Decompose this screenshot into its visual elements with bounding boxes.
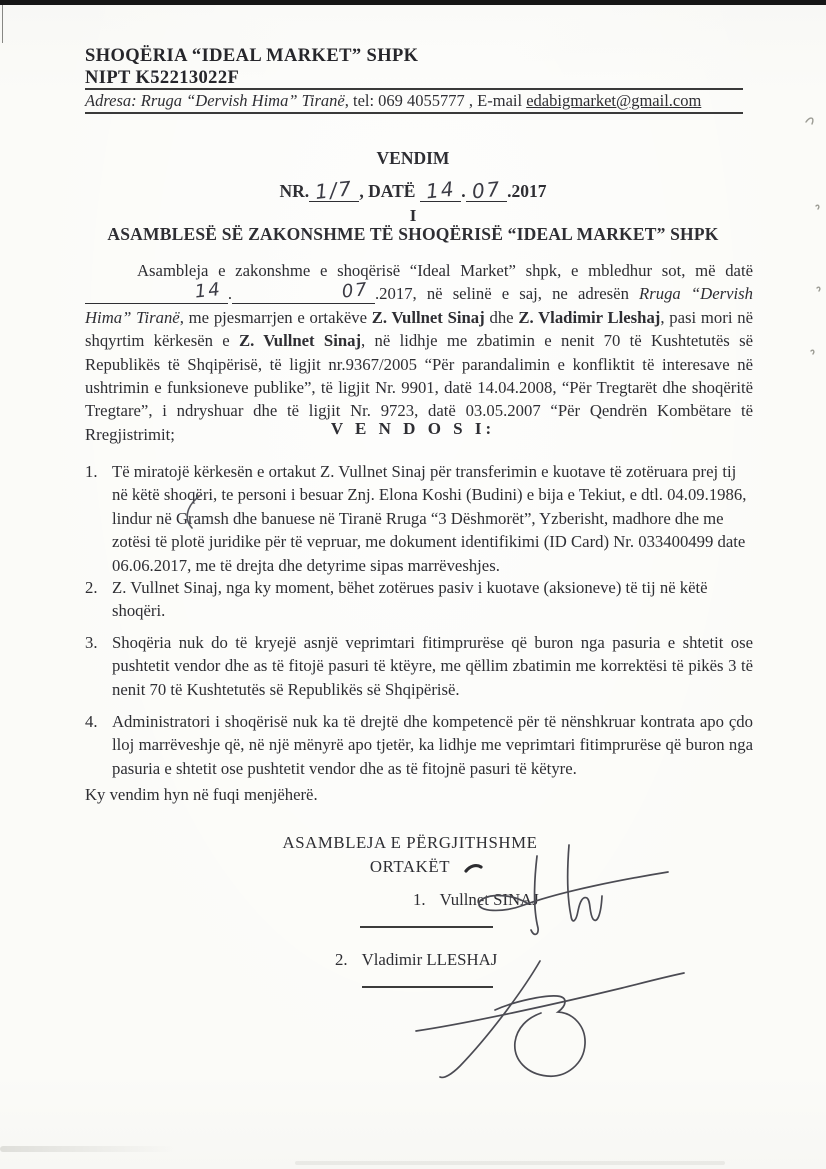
signature-line-2 bbox=[362, 986, 493, 988]
decision-item-1 bbox=[85, 460, 753, 577]
email-text: edabigmarket@gmail.com bbox=[526, 91, 702, 110]
date-year: .2017 bbox=[507, 181, 547, 201]
nr-label: NR. bbox=[279, 181, 310, 201]
scan-speck bbox=[806, 118, 813, 124]
signatory-name: Vullnet SINAJ bbox=[439, 890, 539, 909]
date-label: , DATË bbox=[359, 181, 416, 201]
letterhead-divider-lower bbox=[85, 112, 743, 114]
contact-text: , tel: 069 4055777 , E-mail bbox=[344, 91, 527, 110]
partner-name-bold-2: Z. Vladimir Lleshaj bbox=[518, 307, 661, 327]
signatory-row-1 bbox=[413, 890, 539, 910]
item-number: 3. bbox=[85, 633, 98, 652]
signatory-row-2 bbox=[335, 950, 497, 970]
intro-month-blank bbox=[232, 279, 375, 304]
partner-name-bold-1: Z. Vullnet Sinaj bbox=[371, 307, 485, 327]
scan-artifact-top-bar bbox=[0, 0, 826, 5]
intro-text-5: , pasi mori në shqyrtim kërkesën e bbox=[85, 307, 753, 351]
signature-vladimir-lleshaj bbox=[416, 961, 684, 1077]
address-text: Adresa: Rruga “Dervish Hima” Tiranë bbox=[85, 91, 345, 110]
handwritten-intro-month: 07 bbox=[340, 279, 370, 304]
intro-text-1: Asambleja e zakonshme e shoqërisë “Ideal Market” shpk, e mbledhur sot, më datë bbox=[137, 261, 753, 280]
intro-text-6: , në lidhje me zbatimin e nenit 70 të Kushtetutës së Republikës të Shqipërisë, të ligjit nr.9367/2005 “Për parandalimin e konfliktit të interesave në ushtrimin e funksioneve publike”, të ligjit Nr. 9901, datë 14.04.2008, “Për Tregtarët dhe shoqëritë Tregtare”, i ndryshuar dhe të ligjit Nr. 9723, datë 03.05.2007 “Për Qendrën Kombëtare të Rregjistrimit; bbox=[85, 331, 754, 444]
item-number: 1. bbox=[85, 462, 98, 481]
item-number: 4. bbox=[85, 712, 98, 731]
signature-stroke bbox=[440, 961, 540, 1077]
decision-item-2 bbox=[85, 576, 753, 623]
handwritten-intro-day: 14 bbox=[193, 279, 223, 304]
item-text: Të miratojë kërkesën e ortakut Z. Vullnet Sinaj për transferimin e kuotave të zotëruara prej tij në këtë shoqëri, te personi i besuar Znj. Elona Koshi (Budini) e bija e Tekiut, e dtl. 04.09.1986, lindur në Gramsh dhe banuese në Tiranë Rruga “3 Dëshmorët”, Yzberisht, madhore dhe me zotësi të plotë juridike për të vepruar, me dokument identifikimi (ID Card) Nr. 033400499 date 06.06.2017, me të drejta dhe detyrime sipas marrëveshjes. bbox=[112, 462, 747, 575]
signature-stroke bbox=[495, 996, 585, 1076]
handwritten-date-day: 14 bbox=[424, 176, 457, 204]
item-text: Shoqëria nuk do të kryejë asnjë veprimtari fitimprurëse që buron nga pasuria e shtetit ose pushtetit vendor dhe as të fitojë pasuri të ktëyre, me qëllim zbatimin me korrektësi të pikës 3 të nenit 70 të Kushtetutës së Republikës së Shqipërisë. bbox=[112, 633, 753, 699]
scan-speck bbox=[811, 350, 814, 354]
number-date-line bbox=[0, 176, 826, 204]
signoff-assembly-line: ASAMBLEJA E PËRGJITHSHME bbox=[282, 833, 538, 852]
date-day-blank bbox=[420, 176, 461, 204]
letterhead-divider-upper bbox=[85, 88, 743, 90]
partner-name-bold-3: Z. Vullnet Sinaj bbox=[238, 331, 362, 351]
address-line bbox=[85, 91, 701, 111]
intro-text-2: .2017, në selinë e saj, ne adresën bbox=[374, 284, 640, 304]
date-month-blank bbox=[466, 176, 507, 204]
roman-numeral-i: I bbox=[409, 206, 417, 225]
company-nipt: NIPT K52213022F bbox=[85, 68, 240, 88]
scan-artifact-bottom-streak-center bbox=[295, 1161, 725, 1165]
item-text: Z. Vullnet Sinaj, nga ky moment, bëhet zotërues pasiv i kuotave (aksioneve) të tij në këtë shoqëri. bbox=[112, 578, 708, 621]
decision-item-3 bbox=[85, 631, 753, 701]
decision-heading: V E N D O S I: bbox=[330, 419, 496, 438]
signatory-number: 2. bbox=[335, 950, 348, 969]
closing-statement: Ky vendim hyn në fuqi menjëherë. bbox=[85, 785, 318, 804]
signature-line-1 bbox=[360, 926, 493, 928]
handwritten-date-month: 07 bbox=[470, 176, 503, 204]
intro-address-italic: Rruga “Dervish Hima” Tiranë bbox=[85, 284, 753, 327]
decision-item-4 bbox=[85, 710, 753, 780]
signature-stroke bbox=[416, 973, 684, 1031]
date-separator: . bbox=[461, 181, 466, 201]
intro-text-3: , me pjesmarrjen e ortakëve bbox=[179, 307, 372, 327]
item-text: Administratori i shoqërisë nuk ka të drejtë dhe kompetencë për të nënshkruar kontrata apo çdo lloj marrëveshje që, në një mënyrë apo tjetër, ka lidhje me veprimtari fitimprurëse që buron nga pasuria e shtetit ose pushtetit vendor dhe as të fitojnë pasuri të këtyre. bbox=[112, 712, 753, 778]
intro-day-blank bbox=[85, 279, 228, 304]
handwritten-decision-number: 1/7 bbox=[314, 176, 355, 204]
document-title: VENDIM bbox=[376, 148, 450, 168]
assembly-title: ASAMBLESË SË ZAKONSHME TË SHOQËRISË “IDEAL MARKET” SHPK bbox=[107, 224, 719, 244]
company-name: SHOQËRIA “IDEAL MARKET” SHPK bbox=[85, 46, 419, 66]
intro-dot: . bbox=[227, 284, 233, 304]
scan-artifact-bottom-streak-left bbox=[0, 1146, 175, 1152]
item-number: 2. bbox=[85, 578, 98, 597]
nr-blank bbox=[309, 176, 359, 204]
signatory-name: Vladimir LLESHAJ bbox=[361, 950, 498, 969]
scan-artifact-left-edge bbox=[2, 5, 3, 43]
signatory-number: 1. bbox=[413, 890, 426, 909]
signoff-partners-line: ORTAKËT bbox=[369, 857, 451, 876]
scan-speck bbox=[817, 287, 820, 291]
intro-text-4: dhe bbox=[484, 307, 519, 327]
